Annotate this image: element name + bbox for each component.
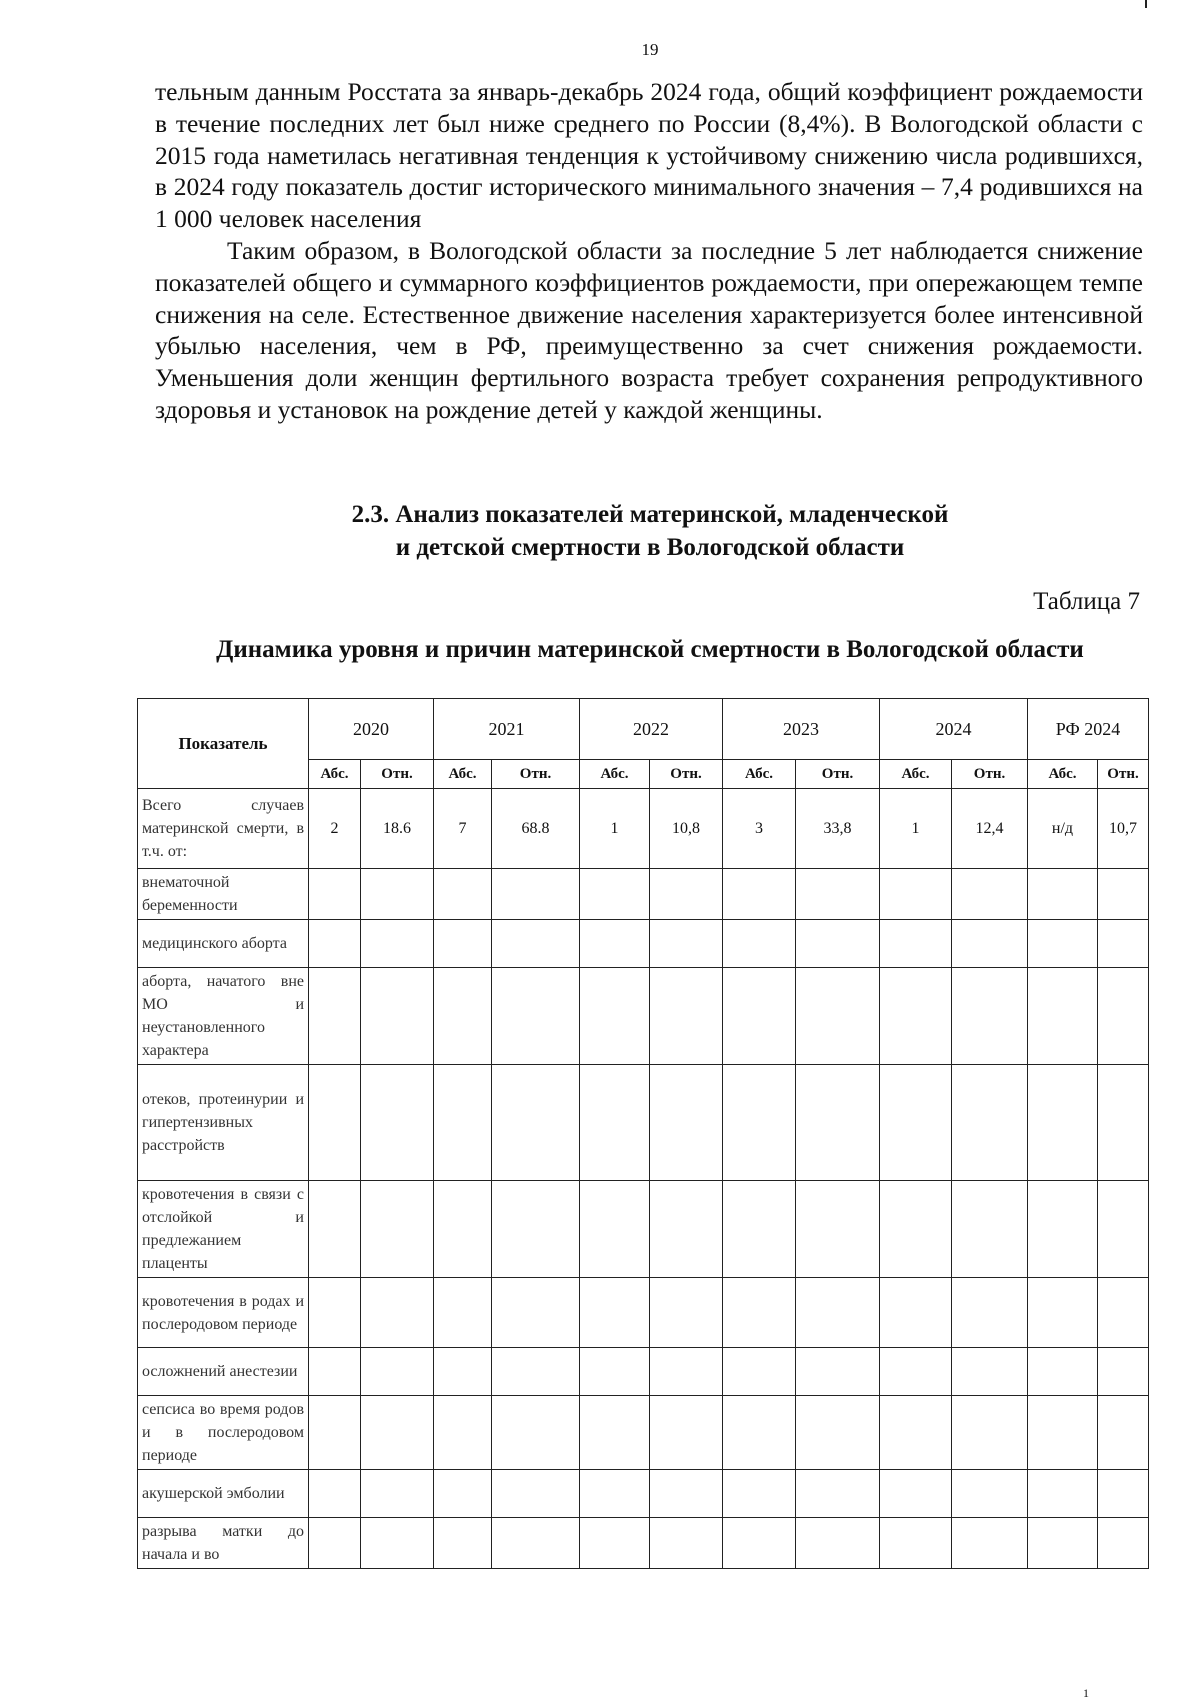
table-cell — [650, 1348, 723, 1396]
table-cell — [796, 1181, 880, 1278]
table-cell — [492, 920, 580, 968]
table-cell — [361, 968, 434, 1065]
row-label: разрыва матки до начала и во — [138, 1518, 309, 1569]
year-header-rf: РФ 2024 — [1028, 699, 1149, 760]
table-cell: 1 — [880, 789, 952, 869]
abs-header: Абс. — [309, 760, 361, 789]
table-cell — [650, 869, 723, 920]
corner-mark — [1141, 0, 1147, 8]
table-label: Таблица 7 — [1033, 588, 1140, 615]
table-cell: 10,8 — [650, 789, 723, 869]
table-cell — [492, 1348, 580, 1396]
table-cell — [434, 1348, 492, 1396]
row-label: акушерской эмболии — [138, 1470, 309, 1518]
table-cell — [361, 1348, 434, 1396]
table-cell — [492, 1518, 580, 1569]
table-cell — [1028, 1348, 1098, 1396]
abs-header: Абс. — [434, 760, 492, 789]
table-cell — [580, 1518, 650, 1569]
table-cell — [723, 1278, 796, 1348]
table-cell — [796, 1065, 880, 1181]
table-cell — [1098, 1181, 1149, 1278]
table-cell — [796, 968, 880, 1065]
table-cell — [1028, 968, 1098, 1065]
table-cell — [723, 1065, 796, 1181]
table-cell — [361, 1181, 434, 1278]
table-cell — [361, 920, 434, 968]
table-cell — [1028, 1518, 1098, 1569]
row-label: отеков, протеинурии и гипертензивных расстройств — [138, 1065, 309, 1181]
table-cell — [650, 1470, 723, 1518]
table-cell — [796, 1396, 880, 1470]
abs-header: Абс. — [723, 760, 796, 789]
footer-mark: 1 — [1083, 1686, 1089, 1700]
table-cell — [796, 1470, 880, 1518]
section-title-line-1: 2.3. Анализ показателей материнской, младенческой — [351, 501, 949, 528]
table-cell — [650, 968, 723, 1065]
table-cell — [952, 1518, 1028, 1569]
body-text — [155, 76, 1143, 426]
row-label: кровотечения в родах и послеродовом периоде — [138, 1278, 309, 1348]
table-cell — [650, 920, 723, 968]
year-header-row — [138, 699, 1149, 760]
table-row — [138, 1181, 1149, 1278]
table-cell — [1098, 1065, 1149, 1181]
table-cell — [434, 1181, 492, 1278]
table-cell — [796, 920, 880, 968]
table-cell — [1098, 920, 1149, 968]
table-cell — [580, 1396, 650, 1470]
table-cell — [723, 1396, 796, 1470]
table-cell: 1 — [580, 789, 650, 869]
row-label: медицинского аборта — [138, 920, 309, 968]
table-cell — [309, 1470, 361, 1518]
year-header: 2023 — [723, 699, 880, 760]
table-cell — [492, 1396, 580, 1470]
table-cell — [1098, 1518, 1149, 1569]
table-cell — [434, 1518, 492, 1569]
row-label: Всего случаев материнской смерти, в т.ч. от: — [138, 789, 309, 869]
table-row — [138, 1470, 1149, 1518]
table-cell — [580, 869, 650, 920]
table-cell — [1098, 869, 1149, 920]
table-cell — [1098, 1348, 1149, 1396]
year-header: 2020 — [309, 699, 434, 760]
table-cell — [723, 1348, 796, 1396]
table-cell — [952, 869, 1028, 920]
table-cell: н/д — [1028, 789, 1098, 869]
table-cell — [952, 1470, 1028, 1518]
table-cell — [880, 1396, 952, 1470]
table-cell: 68.8 — [492, 789, 580, 869]
maternal-mortality-table — [137, 698, 1149, 1569]
abs-header: Абс. — [1028, 760, 1098, 789]
table-cell — [952, 920, 1028, 968]
table-cell — [309, 869, 361, 920]
table-cell: 18.6 — [361, 789, 434, 869]
table-cell — [880, 1278, 952, 1348]
table-cell — [880, 968, 952, 1065]
table-cell — [580, 1278, 650, 1348]
table-cell — [880, 869, 952, 920]
rel-header: Отн. — [796, 760, 880, 789]
table-cell — [723, 1181, 796, 1278]
table-cell — [580, 1181, 650, 1278]
abs-header: Абс. — [880, 760, 952, 789]
table-cell — [309, 1396, 361, 1470]
table-cell — [309, 920, 361, 968]
section-title — [150, 498, 1150, 564]
table-row — [138, 789, 1149, 869]
table-cell — [309, 1181, 361, 1278]
table-cell — [309, 1348, 361, 1396]
row-label: сепсиса во время родов и в послеродовом периоде — [138, 1396, 309, 1470]
table-cell — [880, 1518, 952, 1569]
table-cell — [492, 968, 580, 1065]
table-cell — [650, 1518, 723, 1569]
paragraph-2: Таким образом, в Вологодской области за последние 5 лет наблюдается снижение показателей общего и суммарного коэффициентов рождаемости, при опережающем темпе снижения на селе. Естественное движение населения характеризуется более интенсивной убылью населения, чем в РФ, преимущественно за счет снижения рождаемости. Уменьшения доли женщин фертильного возраста требует сохранения репродуктивного здоровья и установок на рождение детей у каждой женщины. — [155, 235, 1143, 424]
table-cell — [723, 1518, 796, 1569]
rel-header: Отн. — [361, 760, 434, 789]
table-cell — [880, 1065, 952, 1181]
table-cell — [492, 869, 580, 920]
table-cell — [1028, 869, 1098, 920]
table-cell — [1098, 1396, 1149, 1470]
table-cell — [650, 1396, 723, 1470]
year-header: 2021 — [434, 699, 580, 760]
table-cell — [796, 1518, 880, 1569]
table-body — [138, 789, 1149, 1569]
table-cell — [434, 1470, 492, 1518]
table-cell: 2 — [309, 789, 361, 869]
abs-header: Абс. — [580, 760, 650, 789]
row-label: аборта, начатого вне МО и неустановленного характера — [138, 968, 309, 1065]
table-cell — [1028, 1065, 1098, 1181]
table-cell — [796, 869, 880, 920]
table-row — [138, 1278, 1149, 1348]
row-label: внематочной беременности — [138, 869, 309, 920]
table-cell — [361, 1518, 434, 1569]
table-row — [138, 1518, 1149, 1569]
table-cell — [492, 1065, 580, 1181]
table-cell — [361, 1065, 434, 1181]
table-cell — [1028, 1470, 1098, 1518]
table-cell — [309, 1278, 361, 1348]
year-header: 2022 — [580, 699, 723, 760]
paragraph-1: тельным данным Росстата за январь-декабрь 2024 года, общий коэффициент рождаемости в течение последних лет был ниже среднего по России (8,4%). В Вологодской области с 2015 года наметилась негативная тенденция к устойчивому снижению числа родившихся, в 2024 году показатель достиг исторического минимального значения – 7,4 родившихся на 1 000 человек населения — [155, 77, 1143, 234]
table-cell: 7 — [434, 789, 492, 869]
table-cell — [1028, 920, 1098, 968]
table-row — [138, 869, 1149, 920]
table-cell — [580, 1348, 650, 1396]
table-cell — [952, 1396, 1028, 1470]
table-cell — [309, 1518, 361, 1569]
year-header: 2024 — [880, 699, 1028, 760]
page-number: 19 — [641, 40, 659, 59]
table-row — [138, 1396, 1149, 1470]
table-cell — [309, 968, 361, 1065]
table-row — [138, 968, 1149, 1065]
table-cell — [434, 1065, 492, 1181]
table-cell — [723, 869, 796, 920]
table-cell — [880, 1470, 952, 1518]
table-cell — [650, 1278, 723, 1348]
table-cell — [952, 1181, 1028, 1278]
rel-header: Отн. — [952, 760, 1028, 789]
table-cell — [1028, 1396, 1098, 1470]
table-title: Динамика уровня и причин материнской смертности в Вологодской области — [216, 636, 1084, 663]
table-cell — [952, 1348, 1028, 1396]
table-cell: 33,8 — [796, 789, 880, 869]
table-cell — [952, 968, 1028, 1065]
table-cell — [1098, 1470, 1149, 1518]
table-cell — [796, 1348, 880, 1396]
table-cell — [580, 968, 650, 1065]
table-cell — [650, 1181, 723, 1278]
rel-header: Отн. — [650, 760, 723, 789]
row-label: кровотечения в связи с отслойкой и предлежанием плаценты — [138, 1181, 309, 1278]
table-cell — [880, 1348, 952, 1396]
table-cell — [434, 1396, 492, 1470]
table-cell — [580, 920, 650, 968]
table-cell: 12,4 — [952, 789, 1028, 869]
table-cell — [492, 1470, 580, 1518]
section-title-line-2: и детской смертности в Вологодской области — [395, 534, 905, 561]
table-cell — [723, 1470, 796, 1518]
table-cell — [723, 920, 796, 968]
table-cell — [952, 1278, 1028, 1348]
table-row — [138, 1065, 1149, 1181]
table-cell — [361, 1278, 434, 1348]
table-cell — [1098, 1278, 1149, 1348]
table-cell — [492, 1278, 580, 1348]
table-cell — [1098, 968, 1149, 1065]
table-cell — [434, 1278, 492, 1348]
table-cell — [309, 1065, 361, 1181]
rel-header: Отн. — [1098, 760, 1149, 789]
table-cell — [650, 1065, 723, 1181]
table-cell: 10,7 — [1098, 789, 1149, 869]
table-cell — [492, 1181, 580, 1278]
table-cell — [952, 1065, 1028, 1181]
table-row — [138, 1348, 1149, 1396]
indicator-header: Показатель — [138, 699, 309, 789]
table-cell — [361, 1396, 434, 1470]
table-cell — [434, 869, 492, 920]
table-cell: 3 — [723, 789, 796, 869]
table-cell — [880, 920, 952, 968]
table-cell — [1028, 1181, 1098, 1278]
table-cell — [434, 968, 492, 1065]
table-cell — [361, 869, 434, 920]
table-cell — [580, 1470, 650, 1518]
table-cell — [361, 1470, 434, 1518]
table-row — [138, 920, 1149, 968]
table-cell — [1028, 1278, 1098, 1348]
table-cell — [796, 1278, 880, 1348]
table-cell — [580, 1065, 650, 1181]
table-cell — [723, 968, 796, 1065]
rel-header: Отн. — [492, 760, 580, 789]
row-label: осложнений анестезии — [138, 1348, 309, 1396]
table-cell — [880, 1181, 952, 1278]
table-cell — [434, 920, 492, 968]
